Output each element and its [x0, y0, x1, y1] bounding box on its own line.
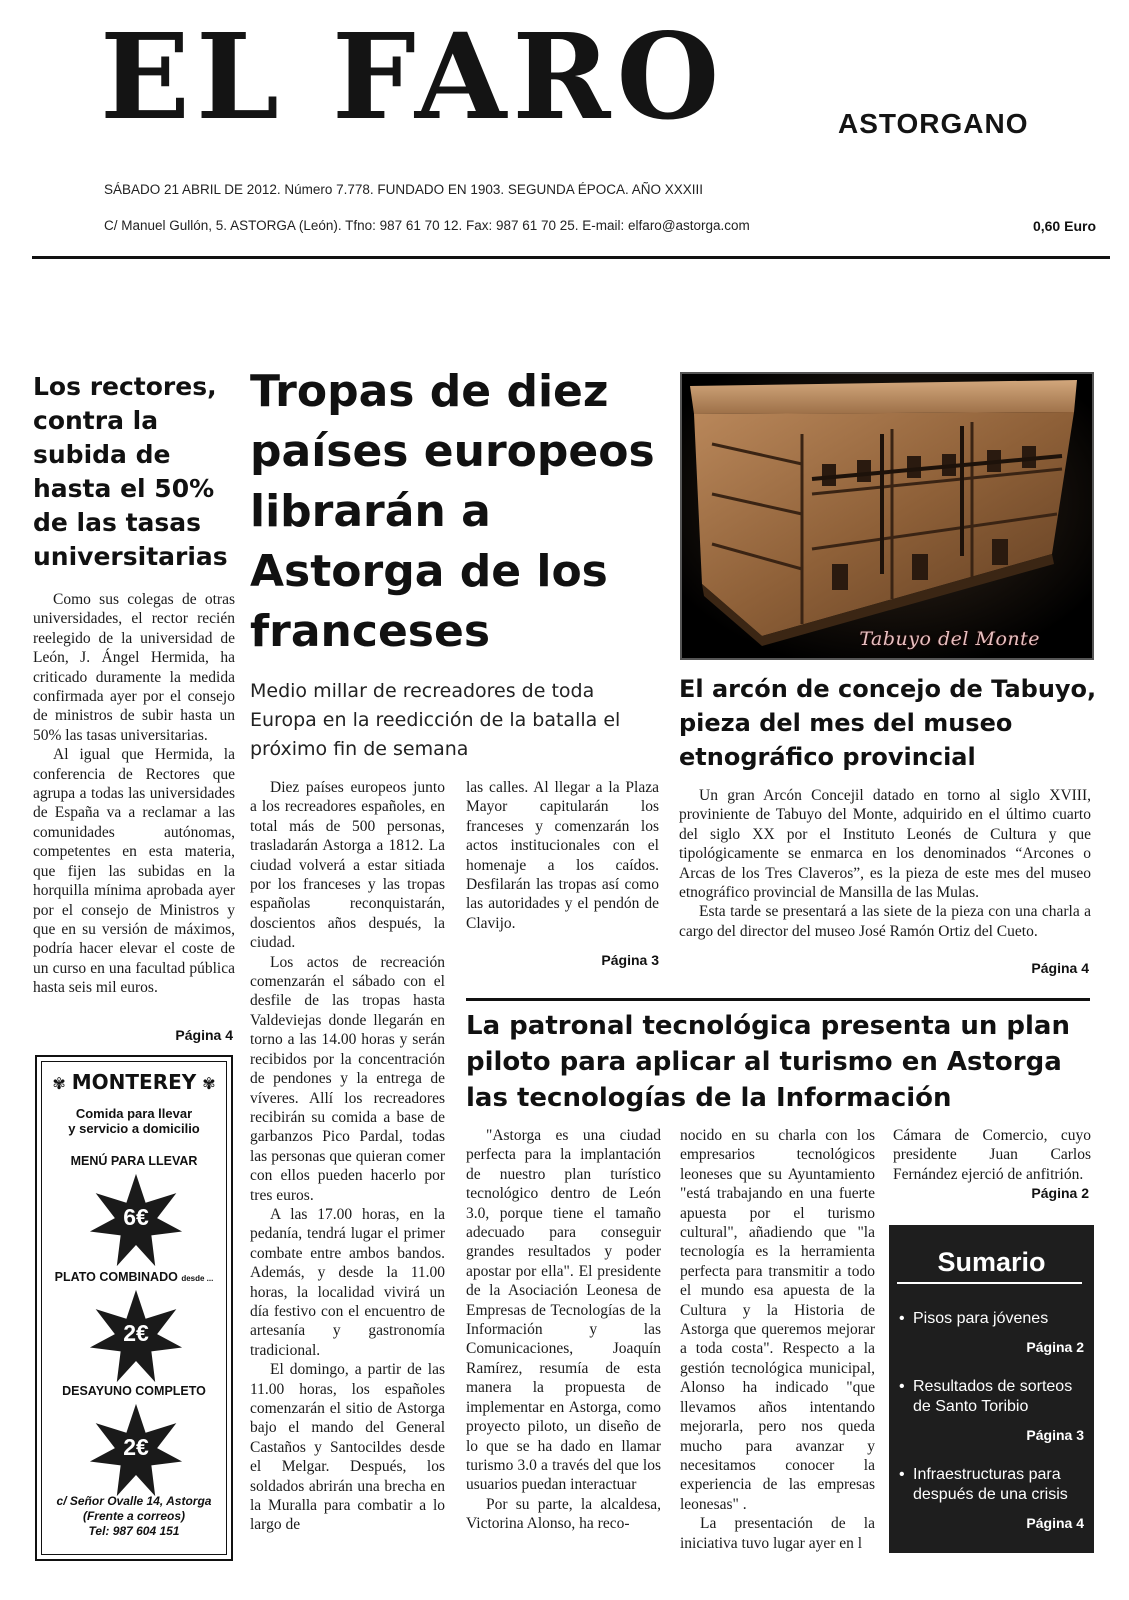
sumario-divider [897, 1282, 1082, 1284]
paragraph: Esta tarde se presentará a las siete de la pieza con una charla a cargo del director del museo José Ramón Ortiz del Cueto. [679, 903, 1091, 940]
main-article-column [250, 778, 445, 1535]
left-article-page-ref: Página 4 [175, 1027, 233, 1043]
ad-item-price: 2€ [123, 1434, 149, 1460]
main-article-headline: Tropas de diez países europeos librarán a Astorga de los franceses [250, 366, 655, 657]
masthead-subtitle: ASTORGANO [838, 108, 1029, 139]
ad-brand [42, 1070, 226, 1094]
sumario-box [889, 1225, 1094, 1553]
paragraph: "Astorga es una ciudad perfecta para la implantación de nuestro plan turístico tecnológico dentro de León 3.0, porque tiene el tamaño adecuado para conseguir grandes resultados y poder apostar por ella". El presidente de la Asociación Leonesa de Empresas de Tecnologías de la Información y las Comunicaciones, Joaquín Ramírez, resumía de esta manera la propuesta de implementar en Astorga, como proyecto piloto, un diseño de lo que se ha dado en llamar turismo 3.0 a través del que los usuarios puedan interactuar [466, 1127, 661, 1494]
main-article-subheadline: Medio millar de recreadores de toda Europa en la reedicción de la batalla el próximo fin de semana [250, 680, 621, 760]
section-divider [466, 998, 1090, 1001]
sumario-item[interactable] [897, 1309, 1084, 1357]
ad-phone: Tel: 987 604 151 [88, 1524, 180, 1538]
ad-item-label-text: PLATO COMBINADO [54, 1270, 178, 1284]
paragraph: Los actos de recreación comenzarán el sábado con el desfile de las tropas hasta Valdeviejas donde llegarán en torno a las 14.00 horas y serán recibidos por la concentración de pendones y la entrega de víveres. Allí los recreadores recibirán su comida a base de garbanzos Pico Pardal, todas las personas que quieran comer con ellos pueden hacerlo por tres euros. [250, 953, 445, 1204]
ad-item-label-suffix: desde ... [181, 1274, 214, 1283]
arcon-article-headline: El arcón de concejo de Tabuyo, pieza del mes del museo etnográfico provincial [679, 675, 1097, 771]
ad-address-line: (Frente a correos) [82, 1509, 186, 1523]
dateline: SÁBADO 21 ABRIL DE 2012. Número 7.778. FUNDADO EN 1903. SEGUNDA ÉPOCA. AÑO XXXIII [104, 182, 703, 197]
tech-article-column [680, 1126, 875, 1553]
tech-article-page-ref: Página 2 [1031, 1185, 1089, 1201]
paragraph: Cámara de Comercio, cuyo presidente Juan Carlos Fernández ejerció de anfitrión. [893, 1127, 1091, 1183]
paragraph: El domingo, a partir de las 11.00 horas, los españoles comenzarán el sitio de Astorga bajo el mando del General Castaños y Santocildes desde el Melgar. Después, los soldados abrirán una brecha en la Muralla para combatir a lo largo de [250, 1361, 445, 1534]
left-article-body [33, 590, 235, 998]
paragraph: A las 17.00 horas, en la pedanía, tendrá lugar el primer combate entre ambos bandos. Además, y desde la 11.00 horas, la localidad vivirá un día festivo con el encuentro de artesanía y gastronomía tradicional. [250, 1205, 445, 1359]
ad-tagline [42, 1106, 226, 1136]
tech-article-headline: La patronal tecnológica presenta un plan piloto para aplicar al turismo en Astorga las tecnologías de la Información [466, 1011, 1070, 1113]
lotus-icon: ✾ [52, 1074, 66, 1093]
bullet-icon: • [899, 1310, 905, 1327]
price-star-icon [88, 1402, 184, 1498]
arcon-photo [680, 372, 1094, 660]
sumario-item-text: Pisos para jóvenes [913, 1310, 1049, 1327]
arcon-article-body [679, 786, 1091, 941]
sumario-item-page: Página 3 [1026, 1427, 1084, 1443]
price: 0,60 Euro [1032, 218, 1096, 234]
paragraph: Como sus colegas de otras universidades, el rector recién reelegido de la universidad de León, J. Ángel Hermida, ha criticado duramente la medida confirmada ayer por el consejo de ministros de subir hasta un 50% las tasas universitarias. [33, 591, 235, 744]
sumario-item[interactable] [897, 1377, 1084, 1445]
lotus-icon: ✾ [202, 1074, 216, 1093]
sumario-item-page: Página 4 [1026, 1515, 1084, 1531]
tech-article-column [893, 1126, 1091, 1184]
sumario-title: Sumario [937, 1247, 1046, 1277]
bullet-icon: • [899, 1378, 905, 1395]
ad-item-label: MENÚ PARA LLEVAR [70, 1154, 198, 1168]
sumario-item-text: Infraestructuras para después de una crisis [913, 1466, 1068, 1503]
paragraph: Diez países europeos junto a los recreadores españoles, en total más de 500 personas, trasladarán Astorga a 1812. La ciudad volverá a estar sitiada por los franceses y las tropas españolas reconquistarán, doscientos años después, la ciudad. [250, 779, 445, 952]
tech-article-column [466, 1126, 661, 1534]
ad-item-label [42, 1270, 226, 1284]
photo-caption: Tabuyo del Monte [859, 628, 1040, 650]
arcon-article-page-ref: Página 4 [1031, 960, 1089, 976]
ad-tagline-line: y servicio a domicilio [68, 1121, 200, 1136]
paragraph: Al igual que Hermida, la conferencia de Rectores que agrupa a todas las universidades de España va a reclamar a las comunidades autónomas, competentes en esta materia, que fijen las subidas en la horquilla mínima aprobada ayer por el consejo de Ministros y que en su versión de máximos, podría hacer elevar el coste de un curso en una facultad pública hasta seis mil euros. [33, 746, 235, 997]
ad-address [42, 1494, 226, 1539]
ad-address-line: c/ Señor Ovalle 14, Astorga [56, 1494, 212, 1508]
paragraph: Por su parte, la alcaldesa, Victorina Alonso, ha reco- [466, 1495, 661, 1533]
ad-tagline-line: Comida para llevar [75, 1106, 193, 1121]
restaurant-ad [35, 1055, 233, 1561]
contact-line: C/ Manuel Gullón, 5. ASTORGA (León). Tfno: 987 61 70 12. Fax: 987 61 70 25. E-mail: elfaro@astorga.com [104, 218, 750, 233]
sumario-item-page: Página 2 [1026, 1339, 1084, 1355]
masthead-title: EL FARO [100, 7, 726, 146]
paragraph: nocido en su charla con los empresarios tecnológicos leoneses que su Ayuntamiento "está trabajando en una fuerte apuesta por el turismo cultural", añadiendo que "la tecnología es la herramienta perfecta para transmitir a todo el mundo esa apuesta de la Cultura y la Historia de Astorga que queremos mejorar a toda costa". Respecto a la gestión tecnológica municipal, Alonso ha indicado "que llevamos años intentando mejorarla, pero nos queda mucho para avanzar y necesitamos conocer la experiencia de las empresas leonesas" . [680, 1127, 875, 1513]
ad-item-label: DESAYUNO COMPLETO [62, 1384, 206, 1398]
paragraph: las calles. Al llegar a la Plaza Mayor capitularán los franceses y comenzarán los actos institucionales con el homenaje a los caídos. Desfilarán las tropas así como las autoridades y el pendón de Clavijo. [466, 779, 659, 932]
masthead-divider [32, 256, 1110, 259]
paragraph: La presentación de la iniciativa tuvo lugar ayer en l [680, 1515, 875, 1552]
ad-brand-name: MONTEREY [71, 1070, 197, 1094]
sumario-item-text: Resultados de sorteos de Santo Toribio [913, 1378, 1073, 1415]
ad-frame [41, 1061, 227, 1555]
sumario-item[interactable] [897, 1465, 1084, 1533]
ad-item-price: 6€ [123, 1204, 149, 1230]
price-star-icon [88, 1288, 184, 1384]
price-star-icon [88, 1172, 184, 1268]
wooden-chest-image [682, 374, 1092, 658]
main-article-page-ref: Página 3 [601, 952, 659, 968]
left-article-headline: Los rectores, contra la subida de hasta el 50% de las tasas universitarias [33, 372, 228, 571]
paragraph: Un gran Arcón Concejil datado en torno al siglo XVIII, proviniente de Tabuyo del Monte, adquirido en el último cuarto del siglo XX por el Instituto Leonés de Cultura y que tipológicamente se enmarca en los denominados “Arcones o Arcas de los Tres Claveros”, es la pieza de este mes del museo etnográfico provincial de Mansilla de las Mulas. [679, 787, 1091, 902]
ad-item-price: 2€ [123, 1320, 149, 1346]
main-article-column [466, 778, 659, 933]
bullet-icon: • [899, 1466, 905, 1483]
